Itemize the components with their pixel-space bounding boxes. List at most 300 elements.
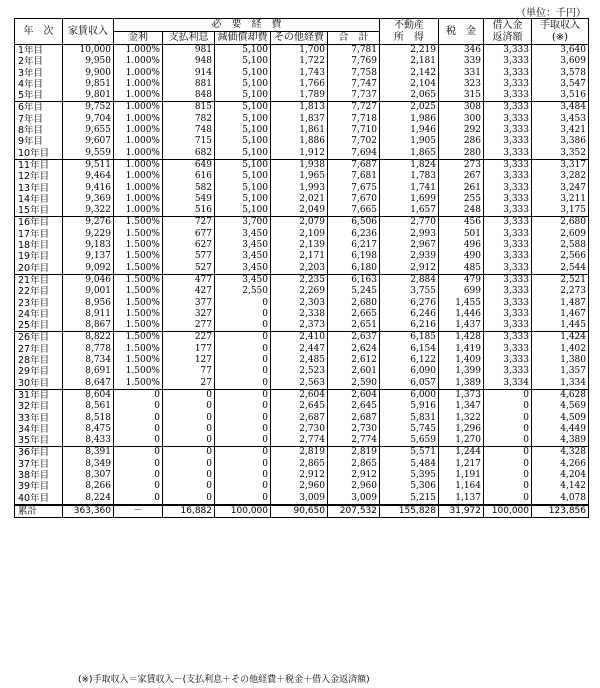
cell-other-expenses: 2,912	[271, 470, 328, 481]
header-repay-line1: 借入金	[492, 19, 523, 31]
cell-loan-repayment: 3,334	[484, 378, 532, 390]
cell-tax: 331	[439, 68, 484, 79]
cell-depreciation: 0	[215, 378, 271, 390]
cell-expenses-total: 7,675	[328, 183, 380, 194]
cell-net-income: 4,449	[532, 424, 589, 435]
cell-depreciation: 5,100	[215, 194, 271, 205]
total-net-income: 123,856	[532, 505, 589, 518]
cell-expenses-total: 6,217	[328, 240, 380, 251]
cell-tax: 490	[439, 251, 484, 262]
cell-other-expenses: 2,021	[271, 194, 328, 205]
cell-tax: 255	[439, 194, 484, 205]
cell-loan-repayment: 3,333	[484, 114, 532, 125]
cell-other-expenses: 2,645	[271, 401, 328, 412]
cell-year: 22年目	[15, 286, 63, 297]
cell-real-estate-income: 5,571	[380, 447, 439, 459]
cell-rent: 8,822	[63, 332, 114, 344]
cell-rate: 1.000%	[114, 90, 163, 102]
cell-depreciation: 5,100	[215, 159, 271, 171]
cell-real-estate-income: 1,865	[380, 148, 439, 160]
cell-loan-repayment: 0	[484, 401, 532, 412]
cell-loan-repayment: 3,333	[484, 274, 532, 286]
cell-rate: 1.000%	[114, 56, 163, 67]
cell-real-estate-income: 5,215	[380, 493, 439, 505]
cell-rent: 8,778	[63, 344, 114, 355]
cell-year: 13年目	[15, 183, 63, 194]
table-row	[15, 470, 589, 481]
cell-rate: 1.500%	[114, 366, 163, 377]
cell-depreciation: 0	[215, 459, 271, 470]
cell-rate: 1.000%	[114, 125, 163, 136]
cell-depreciation: 0	[215, 320, 271, 332]
cell-year: 21年目	[15, 274, 63, 286]
cell-expenses-total: 6,198	[328, 251, 380, 262]
cell-net-income: 3,609	[532, 56, 589, 67]
cell-rent: 8,391	[63, 447, 114, 459]
cell-real-estate-income: 1,699	[380, 194, 439, 205]
cell-other-expenses: 2,079	[271, 217, 328, 229]
cell-real-estate-income: 2,939	[380, 251, 439, 262]
cell-other-expenses: 2,410	[271, 332, 328, 344]
cell-real-estate-income: 6,276	[380, 298, 439, 309]
cell-depreciation: 3,450	[215, 263, 271, 275]
cell-other-expenses: 1,993	[271, 183, 328, 194]
cell-depreciation: 0	[215, 332, 271, 344]
cell-net-income: 4,389	[532, 435, 589, 447]
cell-rent: 8,734	[63, 355, 114, 366]
cell-interest: 77	[163, 366, 215, 377]
cell-real-estate-income: 6,090	[380, 366, 439, 377]
cell-expenses-total: 2,730	[328, 424, 380, 435]
cell-real-estate-income: 1,986	[380, 114, 439, 125]
cell-tax: 699	[439, 286, 484, 297]
cell-rent: 9,607	[63, 136, 114, 147]
cell-loan-repayment: 3,333	[484, 240, 532, 251]
cell-depreciation: 5,100	[215, 79, 271, 90]
cell-rate: 0	[114, 435, 163, 447]
table-row	[15, 102, 589, 114]
cell-year: 31年目	[15, 389, 63, 401]
cell-real-estate-income: 1,905	[380, 136, 439, 147]
table-row	[15, 125, 589, 136]
cell-tax: 1,347	[439, 401, 484, 412]
cell-rent: 8,518	[63, 413, 114, 424]
cell-depreciation: 0	[215, 435, 271, 447]
cell-expenses-total: 7,687	[328, 159, 380, 171]
cell-rent: 9,655	[63, 125, 114, 136]
cell-loan-repayment: 3,333	[484, 79, 532, 90]
cell-depreciation: 5,100	[215, 102, 271, 114]
cell-interest: 577	[163, 251, 215, 262]
table-row	[15, 309, 589, 320]
cell-tax: 456	[439, 217, 484, 229]
cell-real-estate-income: 5,831	[380, 413, 439, 424]
cell-net-income: 1,357	[532, 366, 589, 377]
cell-real-estate-income: 5,916	[380, 401, 439, 412]
cell-depreciation: 5,100	[215, 68, 271, 79]
cell-net-income: 2,609	[532, 229, 589, 240]
table-row	[15, 413, 589, 424]
cell-rent: 9,001	[63, 286, 114, 297]
table-row	[15, 136, 589, 147]
table-row	[15, 298, 589, 309]
cell-rent: 9,137	[63, 251, 114, 262]
cell-real-estate-income: 2,770	[380, 217, 439, 229]
cell-loan-repayment: 3,333	[484, 217, 532, 229]
cell-net-income: 3,386	[532, 136, 589, 147]
cell-rent: 9,046	[63, 274, 114, 286]
cell-interest: 277	[163, 320, 215, 332]
cell-expenses-total: 2,680	[328, 298, 380, 309]
cell-interest: 327	[163, 309, 215, 320]
cell-depreciation: 5,100	[215, 136, 271, 147]
total-other-expenses: 90,650	[271, 505, 328, 518]
cell-net-income: 2,273	[532, 286, 589, 297]
cell-rate: 1.500%	[114, 298, 163, 309]
cell-year: 33年目	[15, 413, 63, 424]
cell-rate: 1.000%	[114, 148, 163, 160]
cell-year: 38年目	[15, 470, 63, 481]
cell-loan-repayment: 0	[484, 447, 532, 459]
cell-expenses-total: 7,737	[328, 90, 380, 102]
cell-rent: 9,559	[63, 148, 114, 160]
footnote: (※)手取収入＝家賃収入－(支払利息＋その他経費＋税金＋借入金返済額)	[78, 675, 370, 685]
cell-depreciation: 5,100	[215, 183, 271, 194]
cell-interest: 848	[163, 90, 215, 102]
cell-net-income: 1,445	[532, 320, 589, 332]
cell-loan-repayment: 3,333	[484, 355, 532, 366]
cell-other-expenses: 2,139	[271, 240, 328, 251]
cell-year: 4年目	[15, 79, 63, 90]
cell-other-expenses: 2,373	[271, 320, 328, 332]
cell-net-income: 3,516	[532, 90, 589, 102]
cell-net-income: 4,328	[532, 447, 589, 459]
cell-other-expenses: 2,171	[271, 251, 328, 262]
cell-other-expenses: 2,203	[271, 263, 328, 275]
cell-year: 34年目	[15, 424, 63, 435]
cell-net-income: 3,352	[532, 148, 589, 160]
cell-depreciation: 0	[215, 389, 271, 401]
cell-rate: 1.500%	[114, 309, 163, 320]
cell-year: 30年目	[15, 378, 63, 390]
cell-depreciation: 0	[215, 424, 271, 435]
cell-rate: 1.500%	[114, 274, 163, 286]
table-row	[15, 240, 589, 251]
cell-rate: 0	[114, 481, 163, 492]
table-row	[15, 205, 589, 217]
cell-rent: 9,322	[63, 205, 114, 217]
cell-net-income: 4,569	[532, 401, 589, 412]
cell-depreciation: 0	[215, 447, 271, 459]
table-row	[15, 332, 589, 344]
cell-tax: 1,373	[439, 389, 484, 401]
cell-net-income: 1,424	[532, 332, 589, 344]
cell-year: 36年目	[15, 447, 63, 459]
cell-tax: 1,164	[439, 481, 484, 492]
cell-other-expenses: 1,837	[271, 114, 328, 125]
cell-interest: 0	[163, 493, 215, 505]
table-row	[15, 159, 589, 171]
cell-tax: 496	[439, 240, 484, 251]
cell-tax: 479	[439, 274, 484, 286]
cell-expenses-total: 6,506	[328, 217, 380, 229]
cell-expenses-total: 2,601	[328, 366, 380, 377]
cell-tax: 292	[439, 125, 484, 136]
header-interest: 支払利息	[163, 32, 215, 45]
cell-rent: 8,911	[63, 309, 114, 320]
cell-net-income: 3,247	[532, 183, 589, 194]
cell-year: 12年目	[15, 171, 63, 182]
cell-rent: 8,433	[63, 435, 114, 447]
cell-net-income: 3,421	[532, 125, 589, 136]
cell-interest: 0	[163, 401, 215, 412]
total-real-estate-income: 155,828	[380, 505, 439, 518]
cell-year: 6年目	[15, 102, 63, 114]
table-row	[15, 378, 589, 390]
cell-rate: 1.000%	[114, 159, 163, 171]
cell-other-expenses: 1,700	[271, 45, 328, 57]
cell-real-estate-income: 1,741	[380, 183, 439, 194]
cell-year: 25年目	[15, 320, 63, 332]
cell-other-expenses: 2,303	[271, 298, 328, 309]
cell-net-income: 2,566	[532, 251, 589, 262]
cell-rent: 9,229	[63, 229, 114, 240]
cell-loan-repayment: 3,333	[484, 194, 532, 205]
cell-real-estate-income: 5,306	[380, 481, 439, 492]
total-rent: 363,360	[63, 505, 114, 518]
cell-loan-repayment: 3,333	[484, 298, 532, 309]
cell-interest: 649	[163, 159, 215, 171]
cell-year: 14年目	[15, 194, 63, 205]
header-loan-repayment	[484, 19, 532, 45]
cell-net-income: 1,467	[532, 309, 589, 320]
cell-other-expenses: 1,938	[271, 159, 328, 171]
table-row	[15, 217, 589, 229]
cell-year: 8年目	[15, 125, 63, 136]
cell-expenses-total: 7,710	[328, 125, 380, 136]
cell-loan-repayment: 0	[484, 389, 532, 401]
cell-depreciation: 3,450	[215, 240, 271, 251]
cell-expenses-total: 2,687	[328, 413, 380, 424]
cell-tax: 1,409	[439, 355, 484, 366]
cell-depreciation: 2,550	[215, 286, 271, 297]
cell-depreciation: 3,450	[215, 229, 271, 240]
cell-other-expenses: 2,563	[271, 378, 328, 390]
cell-rate: 1.500%	[114, 263, 163, 275]
cell-real-estate-income: 1,946	[380, 125, 439, 136]
table-row	[15, 229, 589, 240]
cell-year: 7年目	[15, 114, 63, 125]
cell-rate: 1.500%	[114, 378, 163, 390]
cell-expenses-total: 2,612	[328, 355, 380, 366]
cell-rate: 1.500%	[114, 344, 163, 355]
cell-real-estate-income: 1,824	[380, 159, 439, 171]
cell-expenses-total: 2,604	[328, 389, 380, 401]
cell-tax: 1,296	[439, 424, 484, 435]
table-row	[15, 171, 589, 182]
total-depreciation: 100,000	[215, 505, 271, 518]
total-loan-repayment: 100,000	[484, 505, 532, 518]
cell-loan-repayment: 3,333	[484, 136, 532, 147]
cell-interest: 527	[163, 263, 215, 275]
cell-real-estate-income: 2,142	[380, 68, 439, 79]
cell-tax: 1,137	[439, 493, 484, 505]
table-row	[15, 355, 589, 366]
income-simulation-table	[14, 18, 589, 518]
cell-real-estate-income: 3,755	[380, 286, 439, 297]
cell-rate: 0	[114, 401, 163, 412]
cell-other-expenses: 2,819	[271, 447, 328, 459]
cell-interest: 427	[163, 286, 215, 297]
cell-other-expenses: 1,743	[271, 68, 328, 79]
cell-other-expenses: 1,886	[271, 136, 328, 147]
cell-year: 5年目	[15, 90, 63, 102]
cell-net-income: 3,453	[532, 114, 589, 125]
table-row	[15, 493, 589, 505]
cell-rate: 0	[114, 459, 163, 470]
cell-rent: 9,752	[63, 102, 114, 114]
cell-loan-repayment: 3,333	[484, 148, 532, 160]
cell-expenses-total: 2,651	[328, 320, 380, 332]
cell-interest: 616	[163, 171, 215, 182]
cell-rate: 0	[114, 447, 163, 459]
cell-net-income: 3,578	[532, 68, 589, 79]
cell-net-income: 2,588	[532, 240, 589, 251]
cell-real-estate-income: 5,745	[380, 424, 439, 435]
header-repay-line2: 返済額	[492, 31, 523, 43]
table-row	[15, 45, 589, 57]
cell-depreciation: 5,100	[215, 90, 271, 102]
cell-year: 32年目	[15, 401, 63, 412]
cell-rent: 9,704	[63, 114, 114, 125]
cell-interest: 0	[163, 389, 215, 401]
cell-rent: 8,307	[63, 470, 114, 481]
cell-other-expenses: 1,861	[271, 125, 328, 136]
cell-net-income: 3,317	[532, 159, 589, 171]
header-net-line2: (※)	[551, 31, 569, 43]
cell-real-estate-income: 6,216	[380, 320, 439, 332]
cell-net-income: 3,640	[532, 45, 589, 57]
cell-year: 24年目	[15, 309, 63, 320]
cell-interest: 815	[163, 102, 215, 114]
cell-loan-repayment: 3,333	[484, 320, 532, 332]
cell-depreciation: 5,100	[215, 56, 271, 67]
cell-tax: 1,244	[439, 447, 484, 459]
cell-interest: 549	[163, 194, 215, 205]
cell-other-expenses: 2,235	[271, 274, 328, 286]
cell-tax: 280	[439, 148, 484, 160]
cell-tax: 286	[439, 136, 484, 147]
cell-depreciation: 0	[215, 401, 271, 412]
cell-net-income: 2,544	[532, 263, 589, 275]
cell-interest: 981	[163, 45, 215, 57]
cell-tax: 261	[439, 183, 484, 194]
table-row	[15, 90, 589, 102]
header-other-expenses: その他経費	[271, 32, 328, 45]
cell-tax: 323	[439, 79, 484, 90]
cell-rent: 9,801	[63, 90, 114, 102]
table-row	[15, 481, 589, 492]
cell-interest: 227	[163, 332, 215, 344]
cell-net-income: 3,484	[532, 102, 589, 114]
cell-expenses-total: 7,758	[328, 68, 380, 79]
cell-interest: 948	[163, 56, 215, 67]
cell-depreciation: 3,450	[215, 274, 271, 286]
cell-real-estate-income: 1,657	[380, 205, 439, 217]
cell-interest: 477	[163, 274, 215, 286]
cell-loan-repayment: 3,333	[484, 344, 532, 355]
cell-tax: 1,322	[439, 413, 484, 424]
cell-year: 16年目	[15, 217, 63, 229]
header-expenses-group: 必 要 経 費	[114, 19, 380, 32]
cell-other-expenses: 2,687	[271, 413, 328, 424]
cell-real-estate-income: 2,181	[380, 56, 439, 67]
cell-expenses-total: 7,718	[328, 114, 380, 125]
cell-tax: 300	[439, 114, 484, 125]
cell-rent: 8,224	[63, 493, 114, 505]
cell-depreciation: 0	[215, 493, 271, 505]
cell-other-expenses: 2,447	[271, 344, 328, 355]
cell-depreciation: 0	[215, 413, 271, 424]
cell-real-estate-income: 5,659	[380, 435, 439, 447]
table-row	[15, 320, 589, 332]
cell-tax: 1,270	[439, 435, 484, 447]
cell-other-expenses: 2,960	[271, 481, 328, 492]
cell-rate: 0	[114, 413, 163, 424]
header-income-line2: 所 得	[394, 31, 424, 43]
cell-rent: 9,950	[63, 56, 114, 67]
cell-other-expenses: 3,009	[271, 493, 328, 505]
cell-expenses-total: 2,637	[328, 332, 380, 344]
cell-year: 1年目	[15, 45, 63, 57]
table-row	[15, 366, 589, 377]
cell-depreciation: 3,450	[215, 251, 271, 262]
cell-depreciation: 0	[215, 366, 271, 377]
cell-loan-repayment: 0	[484, 459, 532, 470]
cell-real-estate-income: 2,912	[380, 263, 439, 275]
total-interest: 16,882	[163, 505, 215, 518]
cell-year: 40年目	[15, 493, 63, 505]
cell-expenses-total: 6,236	[328, 229, 380, 240]
table-row	[15, 274, 589, 286]
cell-real-estate-income: 6,000	[380, 389, 439, 401]
cell-depreciation: 5,100	[215, 205, 271, 217]
cell-real-estate-income: 1,783	[380, 171, 439, 182]
cell-interest: 0	[163, 424, 215, 435]
cell-rate: 1.000%	[114, 194, 163, 205]
cell-rate: 1.500%	[114, 217, 163, 229]
cell-net-income: 3,547	[532, 79, 589, 90]
cell-depreciation: 0	[215, 470, 271, 481]
cell-depreciation: 0	[215, 309, 271, 320]
header-net-line1: 手取収入	[540, 19, 580, 31]
cell-tax: 1,389	[439, 378, 484, 390]
header-rent: 家賃収入	[63, 19, 114, 45]
table-row	[15, 447, 589, 459]
cell-other-expenses: 1,722	[271, 56, 328, 67]
cell-expenses-total: 7,665	[328, 205, 380, 217]
cell-rent: 9,183	[63, 240, 114, 251]
cell-other-expenses: 2,338	[271, 309, 328, 320]
cell-loan-repayment: 3,333	[484, 171, 532, 182]
total-rate: －	[114, 505, 163, 518]
cell-expenses-total: 2,819	[328, 447, 380, 459]
cell-interest: 0	[163, 413, 215, 424]
cell-rate: 1.500%	[114, 332, 163, 344]
cell-expenses-total: 7,747	[328, 79, 380, 90]
cell-interest: 748	[163, 125, 215, 136]
cell-depreciation: 5,100	[215, 45, 271, 57]
